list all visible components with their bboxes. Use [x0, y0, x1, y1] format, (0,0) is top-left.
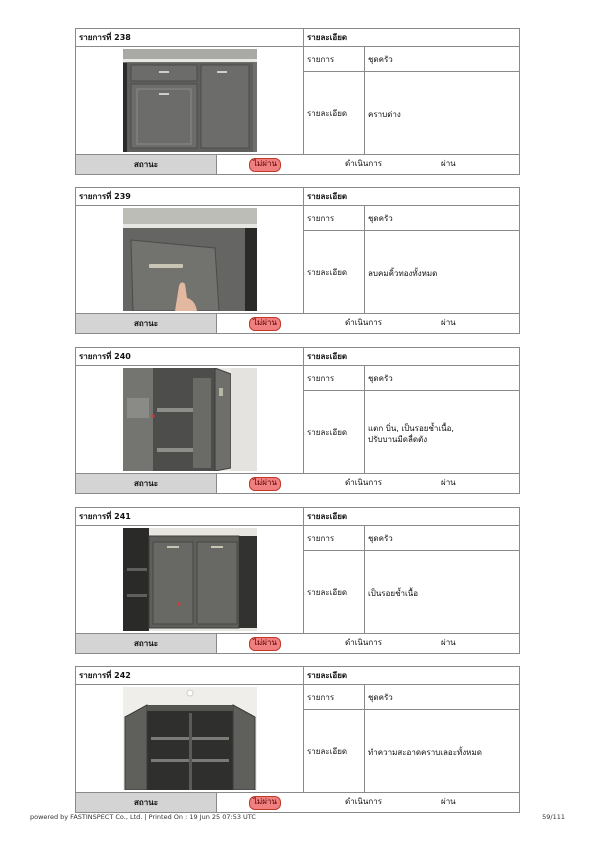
defect-photo[interactable] — [123, 368, 257, 471]
inspection-card — [75, 28, 520, 175]
detail-header: รายละเอียด — [307, 352, 348, 361]
detail-value: คราบด่าง — [368, 110, 401, 119]
defect-photo[interactable] — [123, 208, 257, 311]
page-number: 59/111 — [542, 813, 565, 821]
item-value: ชุดครัว — [368, 692, 393, 702]
item-label: รายการ — [304, 685, 365, 709]
item-label: รายการ — [304, 366, 365, 390]
photo-cell — [76, 685, 304, 792]
status-label: สถานะ — [76, 474, 217, 493]
footer-credit: powered by FASTINSPECT Co., Ltd. | Printed On : 19 Jun 25 07:53 UTC — [30, 813, 256, 821]
status-pass-option[interactable]: ผ่าน — [441, 159, 456, 168]
detail-value: ทำความสะอาดคราบเลอะทั้งหมด — [368, 748, 482, 757]
photo-cell — [76, 47, 304, 154]
item-label: รายการ — [304, 47, 365, 71]
inspection-card — [75, 666, 520, 813]
detail-label: รายละเอียด — [304, 72, 365, 154]
status-in-progress-option[interactable]: ดำเนินการ — [345, 478, 382, 487]
detail-header: รายละเอียด — [307, 33, 348, 42]
photo-cell — [76, 206, 304, 313]
status-fail-badge[interactable]: ไม่ผ่าน — [249, 317, 281, 331]
detail-value: แตก บิ่น, เป็นรอยช้ำเนื้อ, ปรับบานมีดลื่ดตัง — [368, 423, 454, 444]
photo-cell — [76, 366, 304, 473]
detail-label: รายละเอียด — [304, 231, 365, 313]
status-pass-option[interactable]: ผ่าน — [441, 318, 456, 327]
status-in-progress-option[interactable]: ดำเนินการ — [345, 638, 382, 647]
item-number: รายการที่ 238 — [76, 29, 304, 46]
status-label: สถานะ — [76, 314, 217, 333]
status-label: สถานะ — [76, 793, 217, 812]
detail-header: รายละเอียด — [307, 512, 348, 521]
detail-value: ลบคมคิ้วทองทั้งหมด — [368, 269, 438, 278]
defect-photo[interactable] — [123, 528, 257, 631]
detail-header: รายละเอียด — [307, 192, 348, 201]
status-pass-option[interactable]: ผ่าน — [441, 478, 456, 487]
item-label: รายการ — [304, 206, 365, 230]
item-value: ชุดครัว — [368, 54, 393, 64]
item-value: ชุดครัว — [368, 373, 393, 383]
status-pass-option[interactable]: ผ่าน — [441, 638, 456, 647]
status-label: สถานะ — [76, 155, 217, 174]
detail-header: รายละเอียด — [307, 671, 348, 680]
detail-label: รายละเอียด — [304, 551, 365, 633]
inspection-card — [75, 347, 520, 494]
item-number: รายการที่ 242 — [76, 667, 304, 684]
status-in-progress-option[interactable]: ดำเนินการ — [345, 797, 382, 806]
detail-value: เป็นรอยช้ำเนื้อ — [368, 589, 418, 598]
status-pass-option[interactable]: ผ่าน — [441, 797, 456, 806]
status-fail-badge[interactable]: ไม่ผ่าน — [249, 796, 281, 810]
status-in-progress-option[interactable]: ดำเนินการ — [345, 159, 382, 168]
status-in-progress-option[interactable]: ดำเนินการ — [345, 318, 382, 327]
status-fail-badge[interactable]: ไม่ผ่าน — [249, 637, 281, 651]
status-fail-badge[interactable]: ไม่ผ่าน — [249, 477, 281, 491]
inspection-card — [75, 507, 520, 654]
item-value: ชุดครัว — [368, 533, 393, 543]
status-fail-badge[interactable]: ไม่ผ่าน — [249, 158, 281, 172]
item-number: รายการที่ 239 — [76, 188, 304, 205]
item-number: รายการที่ 240 — [76, 348, 304, 365]
item-number: รายการที่ 241 — [76, 508, 304, 525]
photo-cell — [76, 526, 304, 633]
item-value: ชุดครัว — [368, 213, 393, 223]
defect-photo[interactable] — [123, 687, 257, 790]
defect-photo[interactable] — [123, 49, 257, 152]
detail-label: รายละเอียด — [304, 710, 365, 792]
item-label: รายการ — [304, 526, 365, 550]
detail-label: รายละเอียด — [304, 391, 365, 473]
inspection-card — [75, 187, 520, 334]
status-label: สถานะ — [76, 634, 217, 653]
